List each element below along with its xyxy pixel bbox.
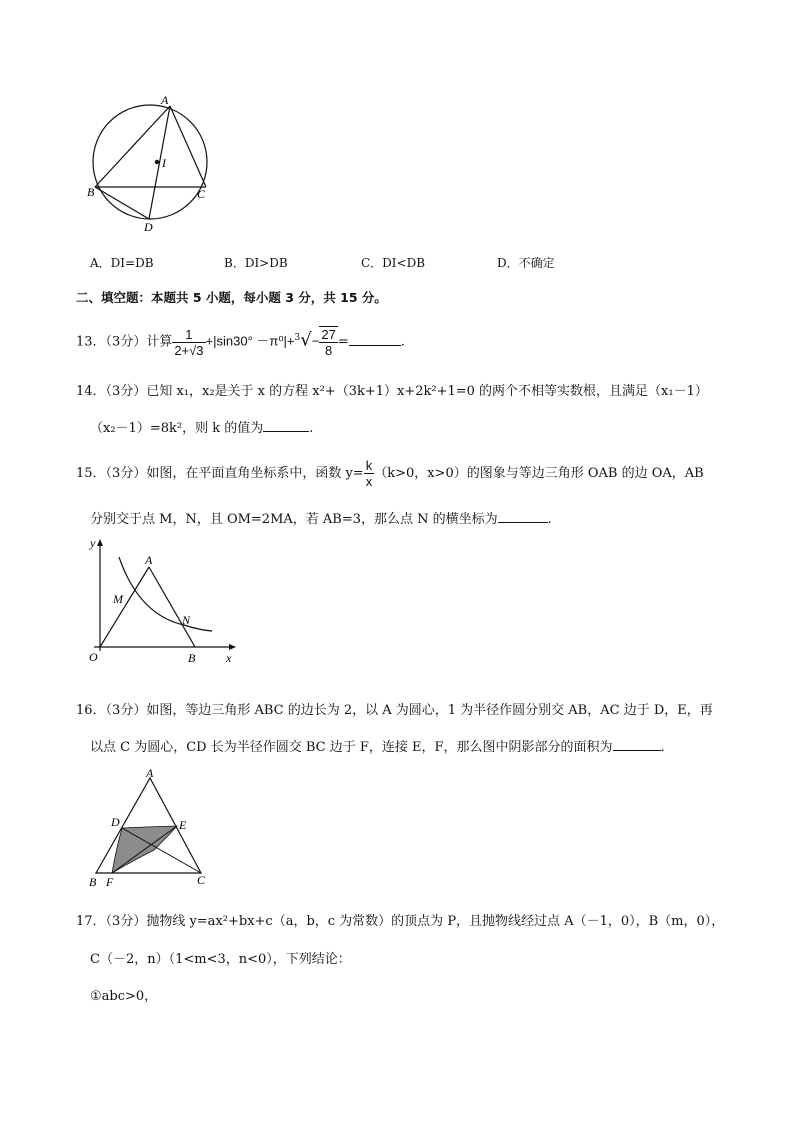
question-14-line2: [90, 417, 313, 436]
figure-triangle-arcs: [84, 765, 224, 890]
q15-suffix: （k>0，x>0）的图象与等边三角形 OAB 的边 OA，AB: [374, 466, 704, 481]
q15-end: .: [547, 512, 552, 527]
q15-frac-den: x: [365, 474, 373, 489]
segment-OA: [100, 567, 149, 647]
question-16-line2: [90, 736, 665, 755]
q15-prefix: 15．（3分）如图，在平面直角坐标系中，函数 y=: [76, 466, 364, 481]
point-I: [155, 160, 159, 164]
y-axis-arrow-icon: [97, 539, 103, 546]
segment-AD: [149, 106, 170, 219]
q13-middle: +|sin30° －π⁰|+: [205, 333, 295, 349]
label-N: N: [182, 613, 191, 627]
segment-BD: [95, 187, 149, 219]
q16-line2-text: 以点 C 为圆心，CD 长为半径作圆交 BC 边于 F，连接 E，F，那么图中阴影部分的面积为: [90, 740, 613, 755]
segment-AC: [170, 106, 206, 187]
x-axis-arrow-icon: [229, 644, 236, 650]
question-15-line1: [76, 458, 704, 489]
q14-line2-text: （x₂－1）=8k²，则 k 的值为: [90, 421, 264, 436]
q13-fraction: [172, 327, 205, 358]
q13-prefix: 13．（3分）计算: [76, 334, 173, 350]
label-B: B: [188, 651, 196, 665]
label-B: B: [87, 185, 95, 199]
option-b: B．DI>DB: [224, 256, 288, 270]
question-14-line1: 14．（3分）已知 x₁，x₂是关于 x 的方程 x²+（3k+1）x+2k²+1=0 的两个不相等实数根，且满足（x₁－1）: [76, 384, 708, 399]
circumcircle: [93, 105, 207, 219]
q15-fraction: [364, 458, 375, 489]
label-y: y: [90, 536, 96, 550]
label-C: C: [197, 187, 206, 201]
q15-line2-text: 分别交于点 M，N，且 OM=2MA，若 AB=3，那么点 N 的横坐标为: [90, 512, 498, 527]
label-x: x: [226, 651, 232, 665]
label-E: E: [179, 818, 187, 832]
answer-blank-14: [263, 419, 309, 432]
figure-circle-triangle: [80, 88, 220, 238]
label-D: D: [111, 815, 120, 829]
label-B: B: [89, 875, 97, 889]
segment-AB: [95, 106, 170, 187]
question-17-line3: ①abc>0，: [90, 989, 158, 1004]
question-17-line2: C（－2，n）（1<m<3，n<0），下列结论：: [90, 952, 351, 967]
q13-root-fraction: [319, 326, 337, 358]
label-I: I: [162, 156, 166, 170]
label-M: M: [113, 592, 123, 606]
segment-AB: [149, 567, 195, 647]
option-c: C．DI<DB: [361, 256, 426, 270]
q13-eq: =: [337, 334, 349, 350]
label-A: A: [161, 93, 169, 107]
q13-root-num: 27: [321, 327, 336, 342]
q16-end: .: [660, 740, 665, 755]
answer-blank-13: [349, 333, 401, 346]
q13-root-den: 8: [324, 343, 333, 358]
label-C: C: [197, 873, 206, 887]
answer-blank-15: [498, 510, 548, 523]
option-d: D．不确定: [497, 256, 555, 270]
label-D: D: [144, 220, 153, 234]
q13-root-sign: −: [311, 333, 320, 349]
label-A: A: [146, 766, 154, 780]
q13-frac-num: 1: [172, 327, 205, 343]
answer-blank-16: [613, 738, 661, 751]
label-O: O: [89, 650, 98, 664]
option-a: A．DI=DB: [90, 256, 154, 270]
label-A: A: [145, 553, 153, 567]
radical-icon: √: [300, 329, 312, 351]
q14-end: .: [309, 421, 314, 436]
question-16-line1: 16．（3分）如图，等边三角形 ABC 的边长为 2，以 A 为圆心，1 为半径作圆分别交 AB，AC 边于 D，E，再: [76, 703, 713, 718]
question-13: 13．（3分）计算 $\frac{1}{2+√3}$ +|sin30° －π⁰|+$^3$√− $\frac{27}{8}$ = .: [76, 326, 405, 358]
question-17-line1: 17．（3分）抛物线 y=ax²+bx+c（a，b，c 为常数）的顶点为 P，且抛物线经过点 A（－1，0），B（m，0），: [76, 914, 725, 929]
figure-coordinate-plane: [84, 535, 244, 670]
question-15-line2: [90, 508, 552, 527]
q15-frac-num: k: [365, 458, 373, 473]
section-title: 二、填空题：本题共 5 小题，每小题 3 分，共 15 分。: [76, 290, 387, 305]
q13-frac-den: 2+√3: [174, 342, 204, 358]
label-F: F: [106, 875, 114, 889]
q13-root-index: 3: [294, 333, 301, 344]
